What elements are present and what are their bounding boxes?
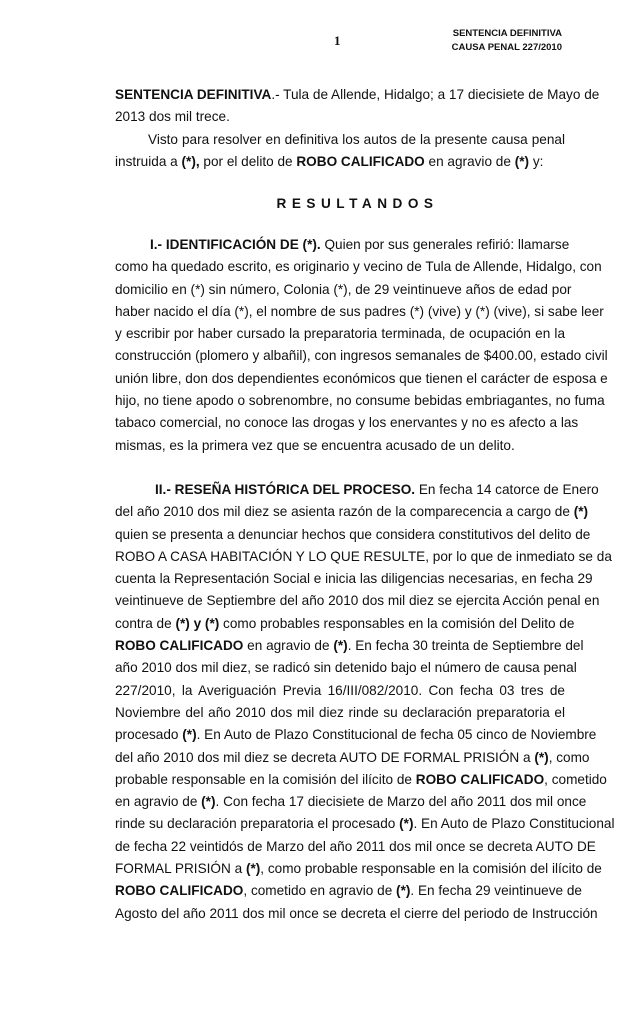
- text-run: Visto para resolver en definitiva los autos de la presente causa penal: [148, 132, 565, 147]
- text-line: [115, 635, 584, 657]
- identification-paragraph: [115, 234, 608, 457]
- text-line: [115, 724, 597, 746]
- text-run: año 2010 dos mil diez, se radicó sin detenido bajo el número de causa penal: [115, 660, 577, 676]
- page-number: 1: [334, 33, 341, 48]
- text-run: probable responsable en la comisión del ilícito de: [115, 771, 416, 787]
- text-line: [115, 546, 612, 568]
- text-run: domicilio en (*) sin número, Colonia (*), de 29 veintinueve años de edad por: [115, 281, 572, 297]
- text-line: [115, 151, 565, 173]
- opening-paragraph: [115, 84, 600, 129]
- text-run: , como probable responsable en la comisión del ilícito de: [260, 861, 602, 877]
- text-line: [115, 657, 577, 679]
- text-run: Agosto del año 2011 dos mil once se decreta el cierre del periodo de Instrucción: [115, 905, 598, 921]
- text-line: [115, 858, 602, 880]
- text-run: contra de: [115, 615, 176, 631]
- text-run: 2013 dos mil trece.: [115, 109, 230, 125]
- text-run: , cometido en agravio de: [243, 883, 397, 899]
- bold-text: (*): [534, 749, 549, 765]
- text-line: [115, 613, 575, 635]
- bold-text: ROBO CALIFICADO: [415, 771, 545, 787]
- text-run: de fecha 22 veintidós de Marzo del año 2011 dos mil once se decreta AUTO DE: [115, 838, 596, 854]
- text-line: [115, 813, 615, 835]
- text-run: Noviembre del año 2010 dos mil diez rinde su declaración preparatoria el: [115, 704, 565, 720]
- text-run: Quien por sus generales refirió: llamarse: [320, 237, 570, 252]
- text-run: en agravio de: [115, 794, 202, 810]
- text-run: FORMAL PRISIÓN a: [115, 861, 246, 877]
- text-line: [115, 84, 600, 106]
- bold-text: (*): [514, 154, 530, 170]
- text-run: instruida a: [115, 154, 182, 170]
- text-line: [115, 256, 602, 278]
- text-line: [150, 234, 570, 256]
- text-run: . En fecha 29 veintinueve de: [410, 883, 582, 899]
- text-line: [115, 702, 565, 724]
- text-line: [148, 129, 565, 151]
- bold-text: II.- RESEÑA HISTÓRICA DEL PROCESO.: [155, 482, 416, 497]
- text-run: y escribir por haber cursado la preparatoria terminada, de ocupación en la: [115, 326, 565, 342]
- text-run: procesado: [115, 727, 183, 743]
- bold-text: (*): [245, 861, 261, 877]
- text-run: en agravio de: [424, 154, 515, 170]
- text-run: hijo, no tiene apodo o sobrenombre, no consume bebidas embriagantes, no fuma: [115, 393, 605, 409]
- text-run: ROBO A CASA HABITACIÓN Y LO QUE RESULTE, por lo que de inmediato se da: [115, 548, 612, 564]
- text-run: 227/2010, la Averiguación Previa 16/III/082/2010. Con fecha 03 tres de: [115, 682, 565, 698]
- header-case-number: CAUSA PENAL 227/2010: [451, 41, 562, 53]
- header-title: SENTENCIA DEFINITIVA: [452, 28, 562, 39]
- text-line: [115, 323, 565, 345]
- text-run: como ha quedado escrito, es originario y vecino de Tula de Allende, Hidalgo, con: [115, 259, 602, 275]
- bold-text: ROBO CALIFICADO: [296, 154, 425, 170]
- text-line: [115, 903, 598, 925]
- text-run: como probables responsables en la comisión del Delito de: [219, 615, 575, 631]
- text-run: veintinueve de Septiembre del año 2010 dos mil diez se ejercita Acción penal en: [115, 593, 600, 609]
- text-line: [115, 791, 587, 813]
- text-run: . En fecha 30 treinta de Septiembre del: [347, 638, 584, 654]
- bold-text: (*): [399, 816, 414, 832]
- text-run: , cometido: [544, 771, 607, 787]
- text-line: [115, 435, 565, 457]
- bold-text: ROBO CALIFICADO: [115, 883, 244, 899]
- text-line: [155, 479, 599, 501]
- text-run: . En Auto de Plazo Constitucional: [413, 816, 615, 832]
- text-run: del año 2010 dos mil diez se decreta AUTO DE FORMAL PRISIÓN a: [115, 749, 535, 765]
- text-run: construcción (plomero y albañil), con ingresos semanales de $400.00, estado civil: [115, 348, 608, 364]
- bold-text: (*): [396, 883, 411, 899]
- text-run: haber nacido el día (*), el nombre de sus padres (*) (vive) y (*) (vive), si sabe leer: [115, 303, 604, 319]
- text-run: y:: [529, 154, 544, 170]
- text-line: [115, 590, 600, 612]
- text-line: [115, 412, 579, 434]
- text-line: [115, 301, 604, 323]
- text-line: [115, 345, 608, 367]
- text-run: cuenta la Representación Social e inicia las diligencias necesarias, en fecha 29: [115, 571, 593, 587]
- text-line: [115, 390, 605, 412]
- text-line: [115, 524, 591, 546]
- bold-text: (*): [182, 727, 197, 743]
- bold-text: I.- IDENTIFICACIÓN DE (*).: [150, 237, 321, 252]
- text-run: por el delito de: [199, 154, 297, 170]
- text-line: [115, 568, 593, 590]
- text-run: unión libre, don dos dependientes económicos que tienen el carácter de esposa e: [115, 370, 608, 386]
- text-run: .- Tula de Allende, Hidalgo; a 17 diecisiete de Mayo de: [271, 87, 600, 102]
- text-run: , como: [548, 749, 590, 765]
- text-run: en agravio de: [243, 638, 334, 654]
- bold-text: (*),: [181, 154, 200, 170]
- bold-text: (*): [573, 504, 589, 520]
- text-run: tabaco comercial, no conoce las drogas y los enervantes y no es afecto a las: [115, 415, 579, 431]
- text-line: [115, 880, 582, 902]
- text-line: [115, 769, 607, 791]
- text-line: [115, 836, 596, 858]
- text-line: [115, 106, 565, 128]
- text-line: [115, 501, 589, 523]
- text-run: . Con fecha 17 diecisiete de Marzo del año 2011 dos mil once: [215, 794, 587, 810]
- text-line: [115, 279, 572, 301]
- process-history-paragraph: [115, 479, 615, 925]
- text-run: En fecha 14 catorce de Enero: [415, 482, 599, 497]
- bold-text: (*): [333, 638, 348, 654]
- text-run: del año 2010 dos mil diez se asienta razón de la comparecencia a cargo de: [115, 504, 574, 520]
- text-run: quien se presenta a denunciar hechos que considera constitutivos del delito de: [115, 526, 591, 542]
- bold-text: ROBO CALIFICADO: [115, 638, 244, 654]
- text-run: . En Auto de Plazo Constitucional de fecha 05 cinco de Noviembre: [196, 727, 597, 743]
- running-header: [452, 27, 562, 54]
- bold-text: SENTENCIA DEFINITIVA: [115, 87, 272, 102]
- text-line: [115, 368, 608, 390]
- text-run: rinde su declaración preparatoria el procesado: [115, 816, 400, 832]
- text-line: [115, 747, 590, 769]
- section-heading: RESULTANDOS: [276, 196, 439, 211]
- text-line: [115, 680, 565, 702]
- visto-paragraph: [115, 129, 565, 174]
- text-run: mismas, es la primera vez que se encuentra acusado de un delito.: [115, 437, 515, 453]
- bold-text: (*) y (*): [175, 615, 220, 631]
- bold-text: (*): [201, 794, 216, 810]
